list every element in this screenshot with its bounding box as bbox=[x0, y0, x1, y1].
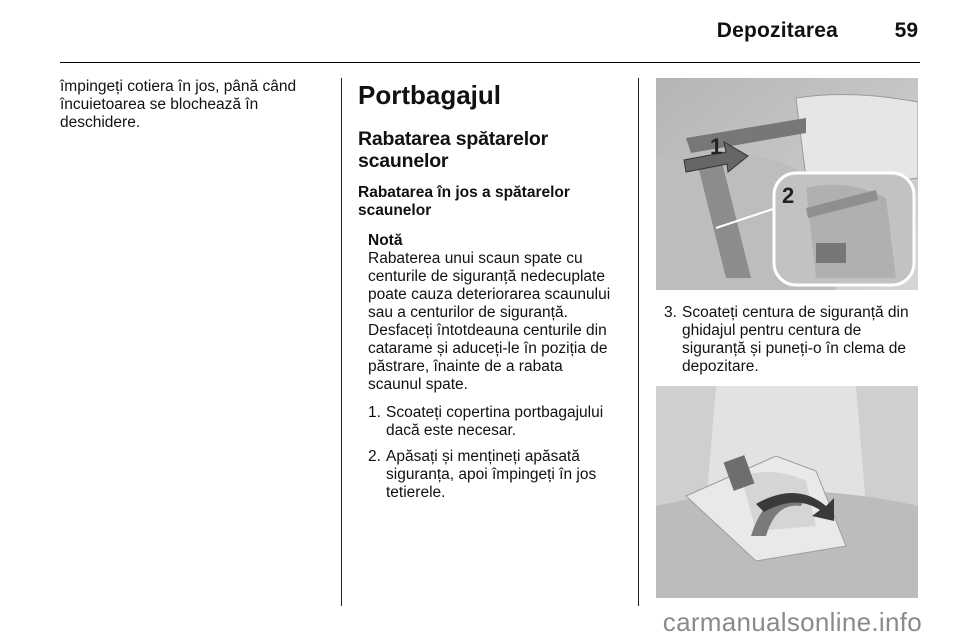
column-divider bbox=[341, 78, 342, 606]
step-number: 1. bbox=[368, 404, 381, 421]
step-text: Scoateți centura de siguranță din ghidajul pentru centura de siguranță și puneți-o în clema de depozitare. bbox=[682, 304, 909, 375]
step-text: Apăsați și mențineți apăsată siguranța, apoi împingeți în jos tetierele. bbox=[386, 448, 597, 501]
belt-clip-diagram bbox=[656, 386, 918, 598]
list-item bbox=[664, 304, 920, 376]
figure-label-2: 2 bbox=[782, 183, 795, 208]
chapter-title: Portbagajul bbox=[358, 80, 502, 110]
list-item bbox=[368, 404, 620, 440]
page-header bbox=[60, 0, 920, 63]
section-title: Depozitarea bbox=[716, 19, 838, 42]
steps-list bbox=[368, 404, 620, 502]
note-title: Notă bbox=[368, 232, 403, 249]
step-number: 2. bbox=[368, 448, 381, 465]
list-item bbox=[368, 448, 620, 502]
note-text: Rabaterea unui scaun spate cu centurile de siguranță nedecuplate poate cauza deteriorarea scaunului sau a centurilor de siguranță. Desfaceți întotdeauna centurile din catarame și aduceți-le în poziția de păstrare, înainte de a rabata scaunul spate. bbox=[368, 250, 611, 393]
figure-label-1: 1 bbox=[710, 134, 723, 159]
step-number: 3. bbox=[664, 304, 677, 321]
steps-list bbox=[664, 304, 920, 376]
note-block bbox=[368, 232, 620, 394]
belt-clip-illustration bbox=[656, 386, 918, 598]
section-heading: Rabatarea spătarelor scaunelor bbox=[358, 128, 549, 172]
column-2 bbox=[358, 78, 620, 510]
body-text: împingeți cotiera în jos, până când încuietoarea se blochează în deschidere. bbox=[60, 78, 297, 131]
headrest-illustration bbox=[656, 78, 918, 290]
page-number: 59 bbox=[894, 19, 918, 42]
subsection-heading: Rabatarea în jos a spătarelor scaunelor bbox=[358, 184, 570, 219]
headrest-diagram bbox=[656, 78, 918, 290]
column-1 bbox=[60, 78, 330, 132]
watermark: carmanualsonline.info bbox=[662, 607, 922, 637]
column-3 bbox=[656, 78, 920, 598]
column-divider bbox=[638, 78, 639, 606]
step-text: Scoateți copertina portbagajului dacă este necesar. bbox=[386, 404, 604, 439]
